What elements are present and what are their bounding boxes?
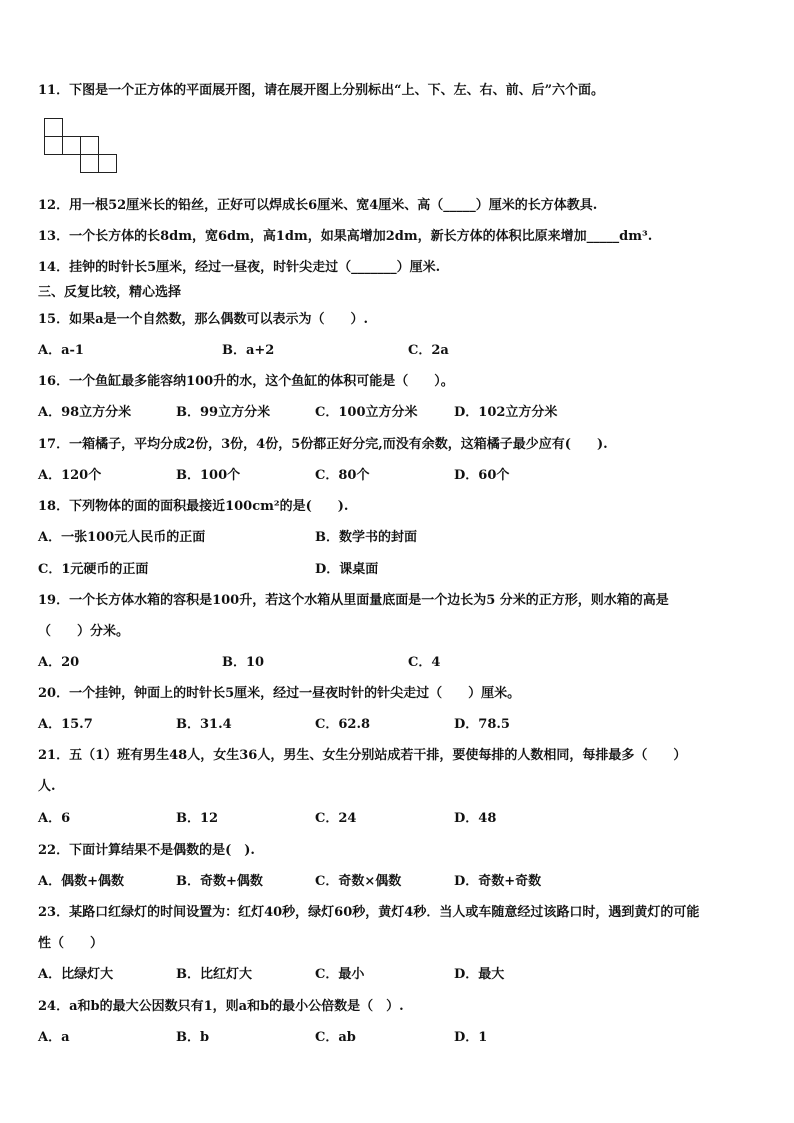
option-c[interactable]: C．24 xyxy=(315,811,357,826)
question-11: 11．下图是一个正方体的平面展开图，请在展开图上分别标出“上、下、左、右、前、后”六个面。 xyxy=(38,83,605,98)
option-c[interactable]: C．最小 xyxy=(315,967,365,982)
option-c[interactable]: C．奇数×偶数 xyxy=(315,874,402,889)
net-cell xyxy=(80,154,99,173)
options-24 xyxy=(38,1029,764,1047)
question-12: 12．用一根52厘米长的铅丝，正好可以焊成长6厘米、宽4厘米、高（_____）厘米的长方体教具. xyxy=(38,198,598,213)
option-d[interactable]: D．60个 xyxy=(454,468,510,483)
option-b[interactable]: B．b xyxy=(176,1030,210,1045)
question-17: 17．一箱橘子，平均分成2份，3份，4份，5份都正好分完,而没有余数，这箱橘子最少应有( ). xyxy=(38,437,608,452)
option-d[interactable]: D．48 xyxy=(454,811,497,826)
option-a[interactable]: A．20 xyxy=(38,655,80,670)
options-19 xyxy=(38,654,764,672)
options-21 xyxy=(38,810,764,828)
options-17 xyxy=(38,467,764,485)
option-a[interactable]: A．120个 xyxy=(38,468,102,483)
net-cell xyxy=(44,136,63,155)
options-23 xyxy=(38,966,764,984)
option-d[interactable]: D．奇数+奇数 xyxy=(454,874,542,889)
question-23-cont: 性（ ） xyxy=(38,936,104,951)
option-a[interactable]: A．98立方分米 xyxy=(38,405,132,420)
question-18: 18．下列物体的面的面积最接近100cm²的是( ). xyxy=(38,499,349,514)
net-cell xyxy=(80,136,99,155)
net-cell xyxy=(62,136,81,155)
options-15 xyxy=(38,342,764,360)
option-b[interactable]: B．12 xyxy=(176,811,219,826)
net-cell xyxy=(44,118,63,137)
section-heading: 三、反复比较，精心选择 xyxy=(38,285,182,300)
option-a[interactable]: A．6 xyxy=(38,811,71,826)
option-b[interactable]: B．数学书的封面 xyxy=(315,530,417,545)
question-14: 14．挂钟的时针长5厘米，经过一昼夜，时针尖走过（_______）厘米. xyxy=(38,260,441,275)
option-d[interactable]: D．102立方分米 xyxy=(454,405,558,420)
question-21: 21．五（1）班有男生48人，女生36人，男生、女生分别站成若干排，要使每排的人数相同，每排最多（ ） xyxy=(38,748,687,763)
option-b[interactable]: B．10 xyxy=(222,655,265,670)
option-c[interactable]: C．1元硬币的正面 xyxy=(38,562,149,577)
question-16: 16．一个鱼缸最多能容纳100升的水，这个鱼缸的体积可能是（ ）。 xyxy=(38,374,454,389)
option-a[interactable]: A．一张100元人民币的正面 xyxy=(38,530,206,545)
option-c[interactable]: C．62.8 xyxy=(315,717,371,732)
question-13: 13．一个长方体的长8dm，宽6dm，高1dm，如果高增加2dm，新长方体的体积比原来增加_____dm³. xyxy=(38,229,653,244)
option-a[interactable]: A．比绿灯大 xyxy=(38,967,114,982)
option-c[interactable]: C．4 xyxy=(408,655,441,670)
options-18-row2 xyxy=(38,561,764,579)
option-b[interactable]: B．奇数+偶数 xyxy=(176,874,263,889)
option-c[interactable]: C．100立方分米 xyxy=(315,405,418,420)
options-20 xyxy=(38,716,764,734)
option-d[interactable]: D．78.5 xyxy=(454,717,510,732)
question-21-cont: 人. xyxy=(38,779,56,794)
question-24: 24．a和b的最大公因数只有1，则a和b的最小公倍数是（ ）. xyxy=(38,999,404,1014)
option-b[interactable]: B．31.4 xyxy=(176,717,232,732)
option-b[interactable]: B．a+2 xyxy=(222,343,275,358)
option-c[interactable]: C．2a xyxy=(408,343,449,358)
option-b[interactable]: B．100个 xyxy=(176,468,241,483)
option-b[interactable]: B．比红灯大 xyxy=(176,967,252,982)
options-22 xyxy=(38,873,764,891)
option-a[interactable]: A．a xyxy=(38,1030,70,1045)
option-c[interactable]: C．ab xyxy=(315,1030,356,1045)
option-a[interactable]: A．15.7 xyxy=(38,717,93,732)
options-18-row1 xyxy=(38,529,764,547)
question-15: 15．如果a是一个自然数，那么偶数可以表示为（ ）. xyxy=(38,312,369,327)
question-20: 20．一个挂钟，钟面上的时针长5厘米，经过一昼夜时针的针尖走过（ ）厘米。 xyxy=(38,686,521,701)
options-16 xyxy=(38,404,764,422)
option-d[interactable]: D．课桌面 xyxy=(315,562,379,577)
question-22: 22．下面计算结果不是偶数的是( ). xyxy=(38,843,255,858)
net-cell xyxy=(98,154,117,173)
option-d[interactable]: D．最大 xyxy=(454,967,505,982)
option-b[interactable]: B．99立方分米 xyxy=(176,405,271,420)
question-19: 19．一个长方体水箱的容积是100升，若这个水箱从里面量底面是一个边长为5 分米的正方形，则水箱的高是 xyxy=(38,593,669,608)
question-19-cont: （ ）分米。 xyxy=(38,624,130,639)
option-a[interactable]: A．偶数+偶数 xyxy=(38,874,124,889)
option-d[interactable]: D．1 xyxy=(454,1030,488,1045)
option-c[interactable]: C．80个 xyxy=(315,468,370,483)
option-a[interactable]: A．a-1 xyxy=(38,343,84,358)
question-23: 23．某路口红绿灯的时间设置为：红灯40秒，绿灯60秒，黄灯4秒．当人或车随意经过该路口时，遇到黄灯的可能 xyxy=(38,905,700,920)
